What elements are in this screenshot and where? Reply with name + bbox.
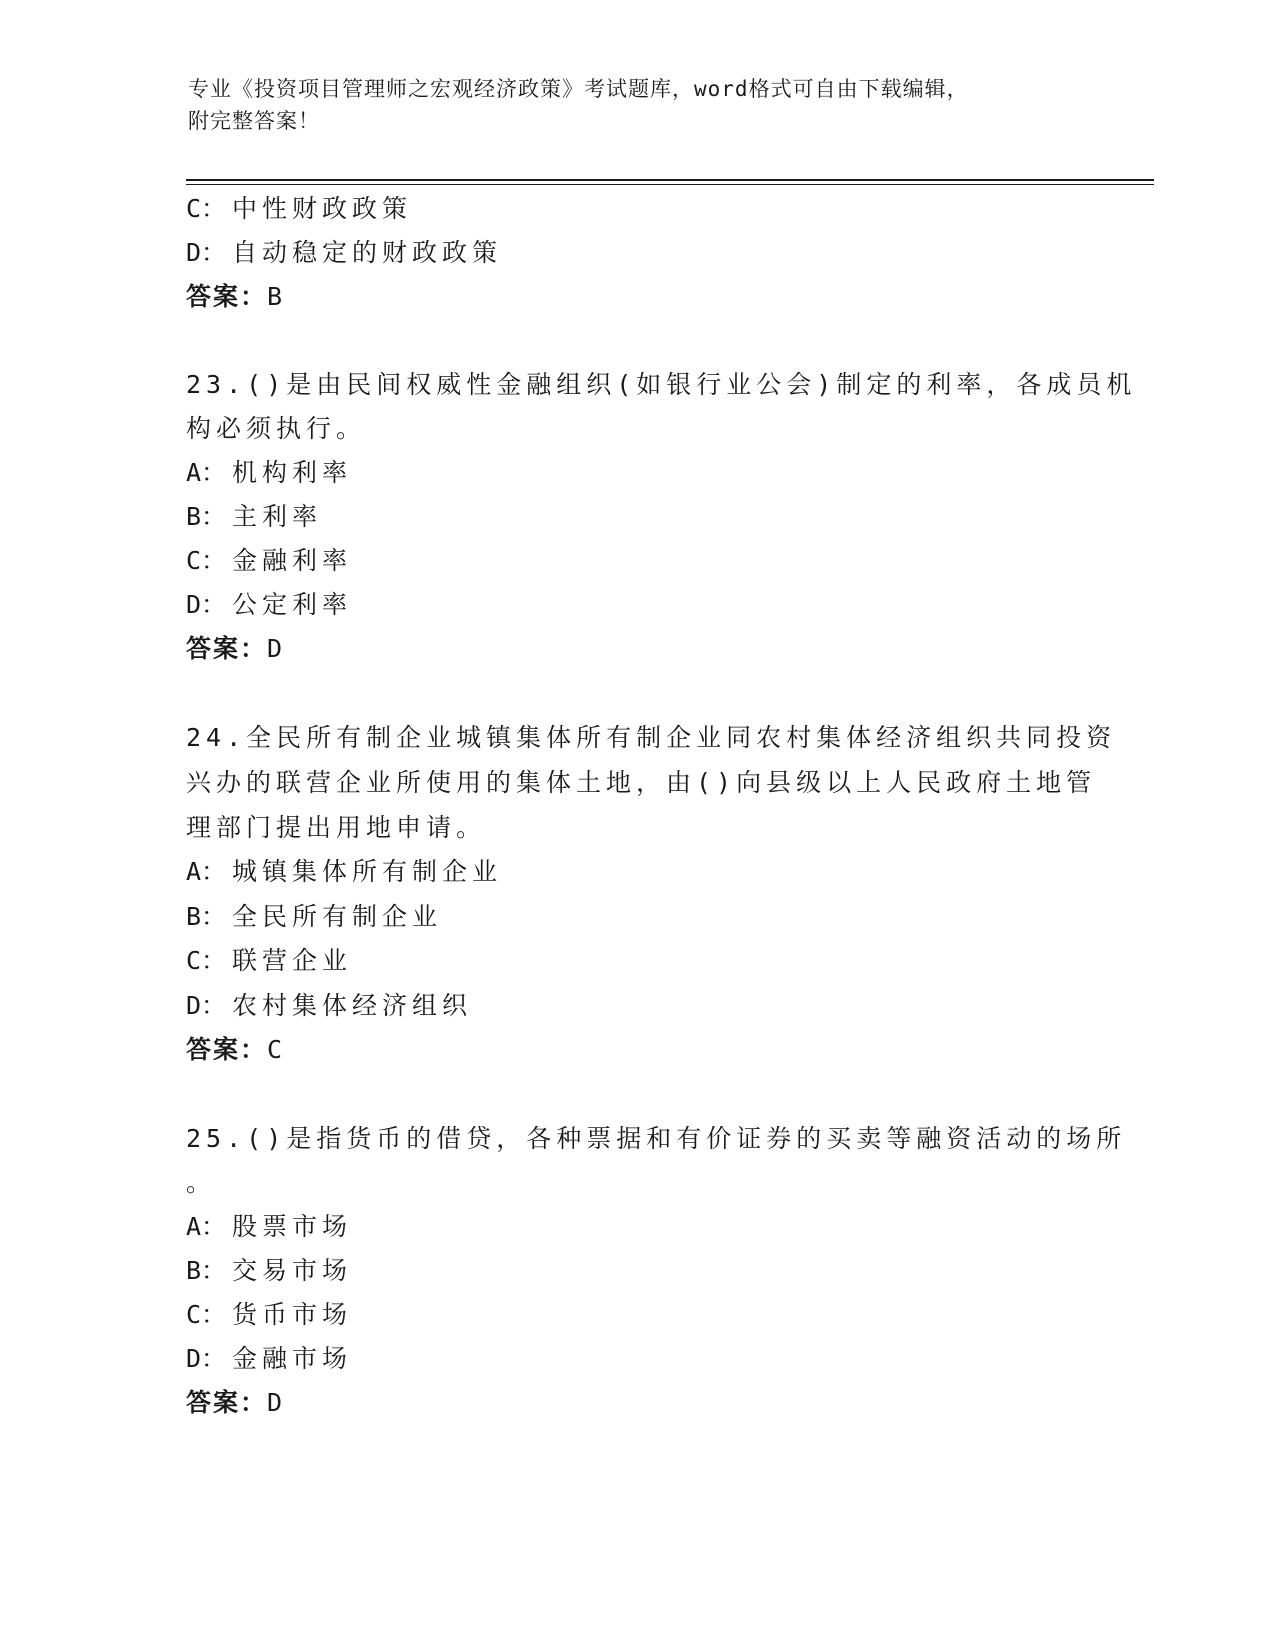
q22-option-c: C： 中性财政政策 [186, 194, 413, 223]
q22-option-d: D： 自动稳定的财政政策 [186, 238, 503, 267]
q24-option-b: B： 全民所有制企业 [186, 902, 443, 931]
q23-option-d: D： 公定利率 [186, 590, 353, 619]
document-header [188, 73, 1088, 137]
q23-option-a: A： 机构利率 [186, 458, 353, 487]
q24-stem-line-2: 兴办的联营企业所使用的集体土地，由()向县级以上人民政府土地管 [186, 768, 1097, 797]
q23-stem-line-1: 23.()是由民间权威性金融组织(如银行业公会)制定的利率，各成员机 [186, 370, 1137, 399]
q24-option-d: D： 农村集体经济组织 [186, 991, 473, 1020]
q24-stem-line-3: 理部门提出用地申请。 [186, 813, 487, 842]
q24-stem-line-1: 24.全民所有制企业城镇集体所有制企业同农村集体经济组织共同投资 [186, 723, 1117, 752]
q23-option-c: C： 金融利率 [186, 546, 353, 575]
header-line-1: 专业《投资项目管理师之宏观经济政策》考试题库，word格式可自由下载编辑， [188, 77, 969, 101]
q22-answer: 答案：B [186, 282, 283, 311]
q25-option-a: A： 股票市场 [186, 1212, 353, 1241]
q23-answer: 答案：D [186, 634, 283, 663]
q25-stem-line-2: 。 [186, 1168, 217, 1197]
q25-answer: 答案：D [186, 1388, 283, 1417]
header-divider-thick [186, 179, 1154, 181]
q24-answer: 答案：C [186, 1035, 283, 1064]
q24-option-a: A： 城镇集体所有制企业 [186, 857, 503, 886]
q25-option-d: D： 金融市场 [186, 1344, 353, 1373]
q25-option-b: B： 交易市场 [186, 1256, 353, 1285]
q23-stem-line-2: 构必须执行。 [186, 414, 367, 443]
header-line-2: 附完整答案！ [188, 109, 320, 133]
header-divider-thin [186, 184, 1154, 185]
q23-option-b: B： 主利率 [186, 502, 323, 531]
q25-option-c: C： 货币市场 [186, 1300, 353, 1329]
q25-stem-line-1: 25.()是指货币的借贷，各种票据和有价证券的买卖等融资活动的场所 [186, 1124, 1127, 1153]
q24-option-c: C： 联营企业 [186, 946, 353, 975]
